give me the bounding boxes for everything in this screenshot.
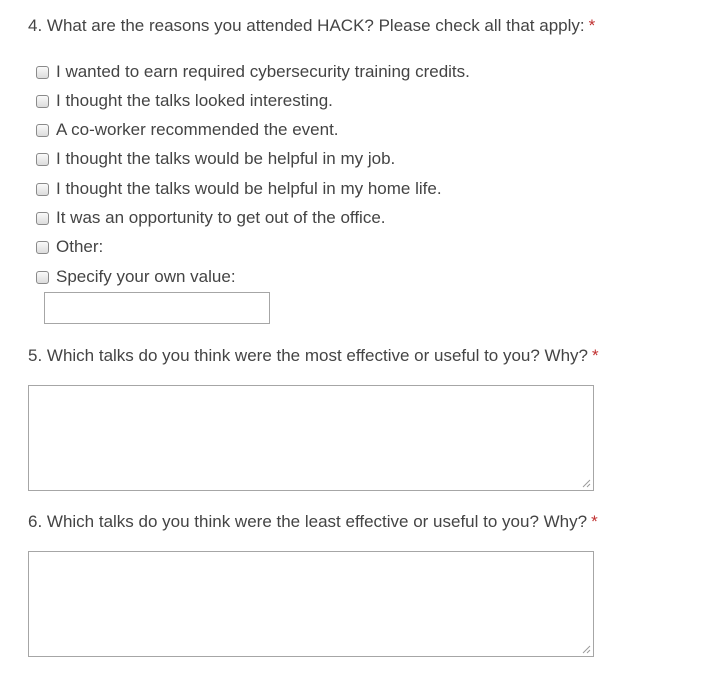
resize-grip-icon[interactable] <box>581 478 591 488</box>
checkbox[interactable] <box>36 271 49 284</box>
option-earn-credits[interactable] <box>36 61 470 83</box>
checkbox[interactable] <box>36 124 49 137</box>
option-specify-own[interactable] <box>36 266 236 288</box>
required-asterisk: * <box>592 346 599 365</box>
question-4-text: 4. What are the reasons you attended HACK? Please check all that apply: <box>28 16 585 35</box>
option-label: I wanted to earn required cybersecurity training credits. <box>56 62 470 81</box>
checkbox[interactable] <box>36 241 49 254</box>
option-label: It was an opportunity to get out of the office. <box>56 208 386 227</box>
question-4-title <box>28 16 595 36</box>
required-asterisk: * <box>588 16 596 35</box>
option-label: I thought the talks looked interesting. <box>56 91 333 110</box>
question-6-title <box>28 512 598 532</box>
checkbox[interactable] <box>36 183 49 196</box>
option-out-of-office[interactable] <box>36 207 386 229</box>
checkbox[interactable] <box>36 66 49 79</box>
option-label: I thought the talks would be helpful in my job. <box>56 149 396 168</box>
option-label: I thought the talks would be helpful in my home life. <box>56 179 442 198</box>
question-5-text: 5. Which talks do you think were the most effective or useful to you? Why? <box>28 346 589 365</box>
option-label: Specify your own value: <box>56 267 236 286</box>
checkbox[interactable] <box>36 95 49 108</box>
option-label: Other: <box>56 237 104 256</box>
resize-grip-icon[interactable] <box>581 644 591 654</box>
option-coworker-recommended[interactable] <box>36 119 339 141</box>
question-5-textarea[interactable] <box>28 385 594 491</box>
option-talks-interesting[interactable] <box>36 90 333 112</box>
option-label: A co-worker recommended the event. <box>56 120 339 139</box>
option-helpful-home[interactable] <box>36 178 442 200</box>
checkbox[interactable] <box>36 212 49 225</box>
option-helpful-job[interactable] <box>36 148 395 170</box>
question-5-title <box>28 346 599 366</box>
option-other[interactable] <box>36 236 103 258</box>
own-value-input[interactable] <box>44 292 270 324</box>
required-asterisk: * <box>591 512 598 531</box>
question-6-text: 6. Which talks do you think were the least effective or useful to you? Why? <box>28 512 588 531</box>
question-6-textarea[interactable] <box>28 551 594 657</box>
checkbox[interactable] <box>36 153 49 166</box>
